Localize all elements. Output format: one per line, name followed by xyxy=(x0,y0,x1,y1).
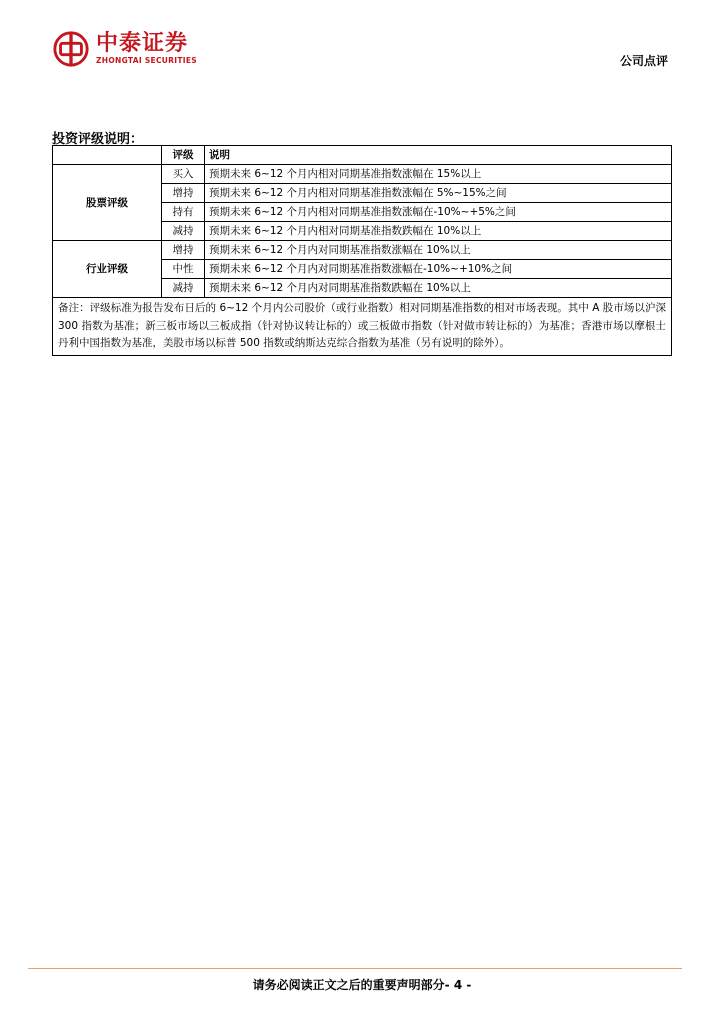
logo-chinese-name: 中泰证券 xyxy=(96,31,189,56)
rating-description: 预期未来 6~12 个月内相对同期基准指数涨幅在-10%~+5%之间 xyxy=(205,203,672,222)
rating-level: 减持 xyxy=(162,222,205,241)
footer-divider xyxy=(28,968,682,969)
rating-description: 预期未来 6~12 个月内对同期基准指数涨幅在 10%以上 xyxy=(205,241,672,260)
table-row xyxy=(53,241,672,260)
rating-description: 预期未来 6~12 个月内对同期基准指数跌幅在 10%以上 xyxy=(205,279,672,298)
section-title: 投资评级说明： xyxy=(52,132,144,147)
rating-level: 增持 xyxy=(162,184,205,203)
logo-english-name: ZHONGTAI SECURITIES xyxy=(96,56,197,65)
rating-level: 买入 xyxy=(162,165,205,184)
header-empty-cell xyxy=(53,146,162,165)
rating-description: 预期未来 6~12 个月内相对同期基准指数涨幅在 5%~15%之间 xyxy=(205,184,672,203)
rating-table xyxy=(52,145,672,356)
table-row xyxy=(53,165,672,184)
rating-level: 减持 xyxy=(162,279,205,298)
table-header-row xyxy=(53,146,672,165)
table-note-row xyxy=(53,298,672,356)
header-level-cell: 评级 xyxy=(162,146,205,165)
rating-note: 备注：评级标准为报告发布日后的 6~12 个月内公司股价（或行业指数）相对同期基准指数的相对市场表现。其中 A 股市场以沪深 300 指数为基准；新三板市场以三板成指（针对协议转让标的）或三板做市指数（针对做市转让标的）为基准；香港市场以摩根士丹利中国指数为基准，美股市场以标普 500 指数或纳斯达克综合指数为基准（另有说明的除外）。 xyxy=(53,298,672,356)
company-logo xyxy=(52,28,197,70)
zhongtai-logo-icon xyxy=(52,30,90,68)
category-stock-rating: 股票评级 xyxy=(53,165,162,241)
rating-level: 增持 xyxy=(162,241,205,260)
category-industry-rating: 行业评级 xyxy=(53,241,162,298)
footer-disclaimer: 请务必阅读正文之后的重要声明部分- 4 - xyxy=(252,978,472,992)
rating-description: 预期未来 6~12 个月内相对同期基准指数涨幅在 15%以上 xyxy=(205,165,672,184)
rating-description: 预期未来 6~12 个月内对同期基准指数涨幅在-10%~+10%之间 xyxy=(205,260,672,279)
rating-level: 中性 xyxy=(162,260,205,279)
header-desc-cell: 说明 xyxy=(205,146,672,165)
rating-level: 持有 xyxy=(162,203,205,222)
document-type-label: 公司点评 xyxy=(619,54,668,68)
rating-description: 预期未来 6~12 个月内相对同期基准指数跌幅在 10%以上 xyxy=(205,222,672,241)
